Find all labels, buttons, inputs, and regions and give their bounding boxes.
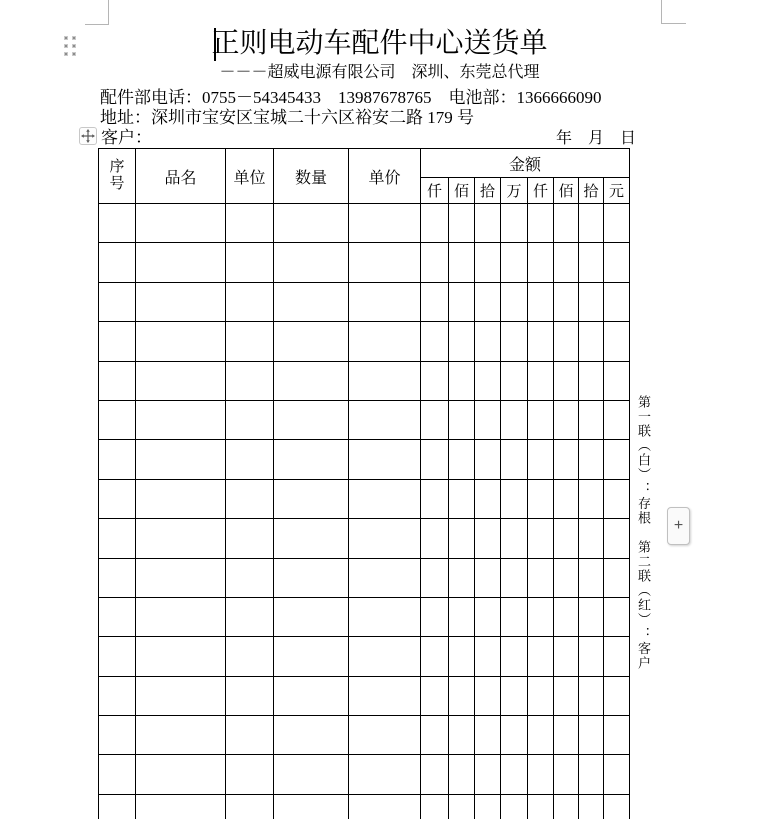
- table-row: [99, 282, 630, 321]
- table-cell[interactable]: [349, 479, 421, 518]
- table-cell[interactable]: [99, 243, 136, 282]
- table-cell[interactable]: [226, 676, 274, 715]
- table-cell[interactable]: [475, 479, 501, 518]
- digit-header-6: 拾: [579, 178, 604, 204]
- table-cell[interactable]: [349, 597, 421, 636]
- table-cell[interactable]: [99, 558, 136, 597]
- table-cell[interactable]: [99, 637, 136, 676]
- table-cell[interactable]: [226, 716, 274, 755]
- table-move-handle[interactable]: [79, 127, 97, 145]
- table-cell[interactable]: [136, 597, 226, 636]
- phone-line[interactable]: 配件部电话：0755－54345433 13987678765 电池部：1366666090: [100, 88, 602, 107]
- table-row: [99, 755, 630, 794]
- table-cell[interactable]: [475, 243, 501, 282]
- table-cell[interactable]: [421, 637, 449, 676]
- table-cell[interactable]: [604, 322, 630, 361]
- table-cell[interactable]: [449, 637, 475, 676]
- table-row: [99, 558, 630, 597]
- table-cell[interactable]: [136, 282, 226, 321]
- table-cell[interactable]: [554, 282, 579, 321]
- col-header-seq: 序号: [99, 149, 136, 204]
- table-row: [99, 716, 630, 755]
- table-cell[interactable]: [136, 243, 226, 282]
- table-cell[interactable]: [475, 755, 501, 794]
- table-row: [99, 519, 630, 558]
- table-cell[interactable]: [349, 794, 421, 819]
- table-cell[interactable]: [579, 597, 604, 636]
- table-cell[interactable]: [421, 204, 449, 243]
- table-cell[interactable]: [136, 204, 226, 243]
- table-cell[interactable]: [579, 440, 604, 479]
- col-header-qty: 数量: [274, 149, 349, 204]
- table-cell[interactable]: [421, 322, 449, 361]
- table-cell[interactable]: [449, 361, 475, 400]
- table-cell[interactable]: [274, 597, 349, 636]
- table-cell[interactable]: [349, 519, 421, 558]
- table-cell[interactable]: [501, 676, 528, 715]
- table-cell[interactable]: [579, 716, 604, 755]
- table-cell[interactable]: [449, 755, 475, 794]
- table-cell[interactable]: [501, 243, 528, 282]
- table-cell[interactable]: [226, 204, 274, 243]
- table-cell[interactable]: [528, 716, 554, 755]
- table-cell[interactable]: [475, 400, 501, 439]
- table-cell[interactable]: [99, 597, 136, 636]
- table-cell[interactable]: [421, 479, 449, 518]
- table-cell[interactable]: [99, 282, 136, 321]
- table-cell[interactable]: [554, 597, 579, 636]
- table-cell[interactable]: [554, 755, 579, 794]
- table-cell[interactable]: [274, 676, 349, 715]
- table-cell[interactable]: [604, 755, 630, 794]
- table-cell[interactable]: [449, 400, 475, 439]
- table-cell[interactable]: [136, 716, 226, 755]
- table-cell[interactable]: [99, 204, 136, 243]
- table-cell[interactable]: [349, 400, 421, 439]
- table-cell[interactable]: [604, 479, 630, 518]
- table-cell[interactable]: [421, 597, 449, 636]
- table-cell[interactable]: [226, 361, 274, 400]
- drag-dots-icon[interactable]: [64, 36, 76, 56]
- table-cell[interactable]: [449, 794, 475, 819]
- table-cell[interactable]: [349, 676, 421, 715]
- table-cell[interactable]: [349, 322, 421, 361]
- table-cell[interactable]: [274, 361, 349, 400]
- table-cell[interactable]: [604, 440, 630, 479]
- table-cell[interactable]: [501, 558, 528, 597]
- table-cell[interactable]: [554, 400, 579, 439]
- table-cell[interactable]: [99, 322, 136, 361]
- table-cell[interactable]: [274, 637, 349, 676]
- table-cell[interactable]: [579, 637, 604, 676]
- table-cell[interactable]: [475, 204, 501, 243]
- table-cell[interactable]: [475, 637, 501, 676]
- table-cell[interactable]: [528, 322, 554, 361]
- table-cell[interactable]: [528, 243, 554, 282]
- table-cell[interactable]: [579, 479, 604, 518]
- table-cell[interactable]: [475, 716, 501, 755]
- table-cell[interactable]: [421, 794, 449, 819]
- table-cell[interactable]: [274, 479, 349, 518]
- table-cell[interactable]: [501, 282, 528, 321]
- table-cell[interactable]: [554, 243, 579, 282]
- table-cell[interactable]: [604, 637, 630, 676]
- table-cell[interactable]: [579, 676, 604, 715]
- table-cell[interactable]: [274, 440, 349, 479]
- table-cell[interactable]: [604, 282, 630, 321]
- digit-header-2: 拾: [475, 178, 501, 204]
- table-cell[interactable]: [501, 794, 528, 819]
- table-cell[interactable]: [501, 597, 528, 636]
- col-header-item: 品名: [136, 149, 226, 204]
- add-page-button[interactable]: [667, 507, 690, 545]
- table-cell[interactable]: [274, 400, 349, 439]
- table-cell[interactable]: [501, 519, 528, 558]
- table-cell[interactable]: [99, 519, 136, 558]
- table-cell[interactable]: [554, 519, 579, 558]
- table-cell[interactable]: [99, 676, 136, 715]
- table-cell[interactable]: [528, 282, 554, 321]
- table-cell[interactable]: [604, 676, 630, 715]
- col-header-unit: 单位: [226, 149, 274, 204]
- table-cell[interactable]: [528, 519, 554, 558]
- digit-header-7: 元: [604, 178, 630, 204]
- table-cell[interactable]: [604, 597, 630, 636]
- digit-header-1: 佰: [449, 178, 475, 204]
- table-cell[interactable]: [554, 204, 579, 243]
- table-cell[interactable]: [475, 440, 501, 479]
- table-cell[interactable]: [136, 440, 226, 479]
- table-cell[interactable]: [449, 243, 475, 282]
- table-cell[interactable]: [349, 755, 421, 794]
- table-cell[interactable]: [475, 322, 501, 361]
- table-cell[interactable]: [604, 794, 630, 819]
- table-cell[interactable]: [528, 794, 554, 819]
- table-cell[interactable]: [604, 558, 630, 597]
- table-cell[interactable]: [554, 716, 579, 755]
- table-row: [99, 597, 630, 636]
- table-cell[interactable]: [226, 282, 274, 321]
- table-cell[interactable]: [349, 361, 421, 400]
- table-cell[interactable]: [274, 243, 349, 282]
- table-cell[interactable]: [226, 755, 274, 794]
- table-cell[interactable]: [449, 716, 475, 755]
- table-cell[interactable]: [449, 676, 475, 715]
- table-cell[interactable]: [349, 716, 421, 755]
- table-cell[interactable]: [449, 322, 475, 361]
- table-cell[interactable]: [99, 716, 136, 755]
- table-cell[interactable]: [501, 361, 528, 400]
- table-cell[interactable]: [554, 637, 579, 676]
- table-cell[interactable]: [528, 479, 554, 518]
- table-cell[interactable]: [475, 676, 501, 715]
- table-cell[interactable]: [421, 243, 449, 282]
- table-row: [99, 676, 630, 715]
- table-cell[interactable]: [136, 794, 226, 819]
- table-cell[interactable]: [99, 755, 136, 794]
- order-table: [98, 148, 630, 819]
- table-row: [99, 440, 630, 479]
- table-cell[interactable]: [579, 519, 604, 558]
- table-cell[interactable]: [421, 440, 449, 479]
- table-cell[interactable]: [421, 361, 449, 400]
- digit-header-3: 万: [501, 178, 528, 204]
- table-cell[interactable]: [99, 440, 136, 479]
- table-cell[interactable]: [449, 479, 475, 518]
- table-cell[interactable]: [554, 558, 579, 597]
- table-cell[interactable]: [501, 400, 528, 439]
- table-cell[interactable]: [274, 558, 349, 597]
- table-cell[interactable]: [501, 204, 528, 243]
- table-cell[interactable]: [226, 440, 274, 479]
- table-row: [99, 637, 630, 676]
- table-cell[interactable]: [475, 361, 501, 400]
- table-cell[interactable]: [604, 519, 630, 558]
- crop-mark-top-left-vertical: [108, 0, 109, 24]
- table-cell[interactable]: [604, 204, 630, 243]
- table-cell[interactable]: [349, 558, 421, 597]
- table-cell[interactable]: [226, 637, 274, 676]
- col-header-amount: 金额: [421, 149, 630, 178]
- table-cell[interactable]: [579, 204, 604, 243]
- table-cell[interactable]: [579, 282, 604, 321]
- customer-label[interactable]: 客户：: [101, 128, 152, 147]
- table-cell[interactable]: [501, 322, 528, 361]
- table-cell[interactable]: [449, 282, 475, 321]
- table-cell[interactable]: [579, 400, 604, 439]
- table-cell[interactable]: [99, 400, 136, 439]
- table-cell[interactable]: [349, 282, 421, 321]
- table-row: [99, 794, 630, 819]
- table-cell[interactable]: [579, 322, 604, 361]
- digit-header-4: 仟: [528, 178, 554, 204]
- table-cell[interactable]: [274, 794, 349, 819]
- table-cell[interactable]: [136, 479, 226, 518]
- subtitle[interactable]: －－－超威电源有限公司 深圳、东莞总代理: [219, 64, 540, 81]
- plus-icon: +: [673, 517, 684, 534]
- table-cell[interactable]: [579, 361, 604, 400]
- table-cell[interactable]: [449, 558, 475, 597]
- crop-mark-top-right-horizontal: [661, 23, 686, 24]
- table-cell[interactable]: [554, 440, 579, 479]
- table-cell[interactable]: [99, 794, 136, 819]
- table-cell[interactable]: [528, 755, 554, 794]
- col-header-price: 单价: [349, 149, 421, 204]
- table-cell[interactable]: [274, 519, 349, 558]
- table-cell[interactable]: [554, 361, 579, 400]
- address-line[interactable]: 地址：深圳市宝安区宝城二十六区裕安二路 179 号: [100, 108, 474, 127]
- table-cell[interactable]: [554, 322, 579, 361]
- table-cell[interactable]: [421, 558, 449, 597]
- table-cell[interactable]: [475, 519, 501, 558]
- table-cell[interactable]: [349, 637, 421, 676]
- table-cell[interactable]: [475, 597, 501, 636]
- table-cell[interactable]: [501, 440, 528, 479]
- table-cell[interactable]: [528, 597, 554, 636]
- table-cell[interactable]: [226, 243, 274, 282]
- table-cell[interactable]: [421, 519, 449, 558]
- table-cell[interactable]: [554, 794, 579, 819]
- table-cell[interactable]: [274, 716, 349, 755]
- table-row: [99, 361, 630, 400]
- crop-mark-top-right-vertical: [661, 0, 662, 23]
- table-cell[interactable]: [421, 400, 449, 439]
- table-cell[interactable]: [226, 479, 274, 518]
- table-cell[interactable]: [501, 479, 528, 518]
- table-cell[interactable]: [449, 597, 475, 636]
- table-cell[interactable]: [528, 400, 554, 439]
- table-cell[interactable]: [528, 676, 554, 715]
- table-cell[interactable]: [349, 243, 421, 282]
- table-cell[interactable]: [136, 637, 226, 676]
- table-cell[interactable]: [554, 676, 579, 715]
- table-cell[interactable]: [528, 440, 554, 479]
- table-cell[interactable]: [349, 440, 421, 479]
- table-cell[interactable]: [449, 204, 475, 243]
- table-cell[interactable]: [604, 400, 630, 439]
- table-row: [99, 400, 630, 439]
- table-cell[interactable]: [226, 400, 274, 439]
- table-cell[interactable]: [528, 637, 554, 676]
- table-cell[interactable]: [579, 243, 604, 282]
- table-cell[interactable]: [604, 361, 630, 400]
- table-cell[interactable]: [226, 322, 274, 361]
- table-row: [99, 243, 630, 282]
- table-cell[interactable]: [274, 282, 349, 321]
- move-cross-icon: [81, 129, 95, 143]
- table-cell[interactable]: [99, 361, 136, 400]
- digit-header-0: 仟: [421, 178, 449, 204]
- table-cell[interactable]: [475, 794, 501, 819]
- crop-mark-top-left-horizontal: [85, 24, 109, 25]
- table-row: [99, 322, 630, 361]
- table-cell[interactable]: [604, 243, 630, 282]
- table-cell[interactable]: [274, 755, 349, 794]
- table-cell[interactable]: [579, 794, 604, 819]
- table-cell[interactable]: [226, 794, 274, 819]
- digit-header-5: 佰: [554, 178, 579, 204]
- table-cell[interactable]: [421, 676, 449, 715]
- table-cell[interactable]: [136, 755, 226, 794]
- table-cell[interactable]: [136, 361, 226, 400]
- table-cell[interactable]: [349, 204, 421, 243]
- table-cell[interactable]: [136, 519, 226, 558]
- table-cell[interactable]: [226, 558, 274, 597]
- table-cell[interactable]: [274, 204, 349, 243]
- table-cell[interactable]: [501, 755, 528, 794]
- table-cell[interactable]: [136, 400, 226, 439]
- table-cell[interactable]: [449, 440, 475, 479]
- table-cell[interactable]: [528, 558, 554, 597]
- table-cell[interactable]: [274, 322, 349, 361]
- table-cell[interactable]: [421, 282, 449, 321]
- table-cell[interactable]: [226, 519, 274, 558]
- table-cell[interactable]: [501, 716, 528, 755]
- table-cell[interactable]: [579, 558, 604, 597]
- table-cell[interactable]: [528, 361, 554, 400]
- table-cell[interactable]: [421, 716, 449, 755]
- date-line[interactable]: 年 月 日: [556, 130, 637, 147]
- table-cell[interactable]: [475, 282, 501, 321]
- table-cell[interactable]: [475, 558, 501, 597]
- table-cell[interactable]: [528, 204, 554, 243]
- table-row: [99, 204, 630, 243]
- table-cell[interactable]: [136, 322, 226, 361]
- table-cell[interactable]: [136, 676, 226, 715]
- table-cell[interactable]: [449, 519, 475, 558]
- table-cell[interactable]: [99, 479, 136, 518]
- table-cell[interactable]: [421, 755, 449, 794]
- page-title[interactable]: 正则电动车配件中心送货单: [211, 28, 548, 59]
- table-cell[interactable]: [604, 716, 630, 755]
- table-cell[interactable]: [226, 597, 274, 636]
- table-cell[interactable]: [501, 637, 528, 676]
- table-row: [99, 479, 630, 518]
- table-cell[interactable]: [579, 755, 604, 794]
- table-cell[interactable]: [136, 558, 226, 597]
- table-cell[interactable]: [554, 479, 579, 518]
- copy-distribution-note: 第一联（白）：存根 第二联（红）：客户: [636, 395, 651, 671]
